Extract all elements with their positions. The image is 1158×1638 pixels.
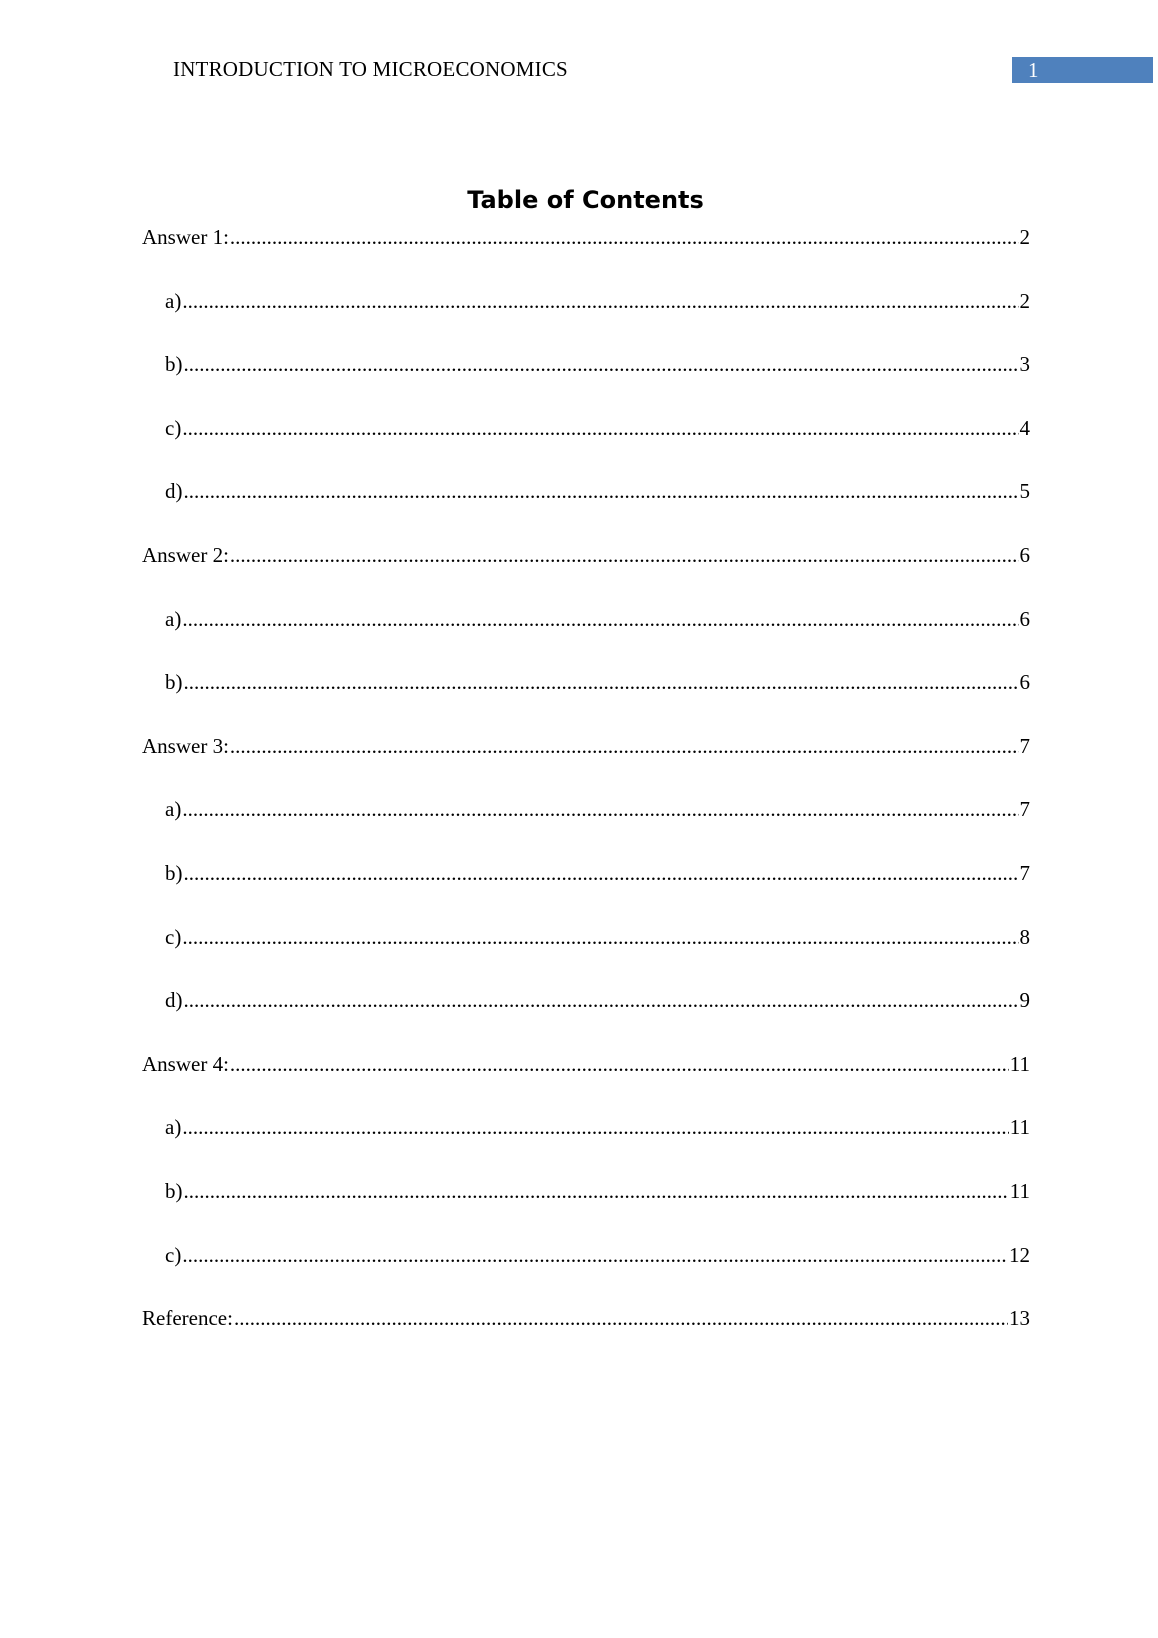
toc-dot-leader [182,287,1018,315]
toc-entry[interactable] [165,923,1030,951]
toc-entry[interactable] [165,477,1030,505]
toc-entry-page: 8 [1019,924,1030,949]
toc-entry-label: b) [165,670,183,695]
toc-dot-leader [182,795,1018,823]
toc-entry-page: 3 [1019,352,1030,377]
toc-entry-label: a) [165,606,182,631]
toc-entry-page: 13 [1009,1306,1030,1331]
toc-entry-page: 11 [1009,1179,1030,1203]
toc-entry-label: c) [165,924,182,949]
toc-entry-page: 6 [1019,606,1030,631]
toc-entry-label: Answer 3: [142,733,229,758]
toc-dot-leader [182,1113,1008,1141]
toc-dot-leader [184,1177,1009,1205]
toc-dot-leader [230,223,1019,251]
toc-entry-label: Answer 2: [142,543,229,567]
toc-entry-page: 11 [1009,1051,1030,1076]
toc-entry-label: Answer 1: [142,225,229,249]
toc-entry-label: d) [165,988,183,1013]
toc-entry-label: a) [165,1115,182,1140]
toc-entry-page: 5 [1019,479,1030,504]
toc-entry[interactable] [142,541,1030,569]
toc-entry[interactable] [165,1177,1030,1205]
toc-entry-page: 11 [1009,1115,1030,1140]
toc-entry-label: Answer 4: [142,1051,229,1076]
toc-entry[interactable] [165,1241,1030,1269]
toc-dot-leader [184,668,1019,696]
toc-entry[interactable] [142,1050,1030,1078]
toc-entry[interactable] [165,287,1030,315]
toc-entry-label: b) [165,352,183,377]
toc-heading: Table of Contents [467,186,704,214]
toc-entry-page: 7 [1019,733,1030,758]
toc-entry[interactable] [165,668,1030,696]
toc-dot-leader [182,923,1018,951]
toc-entry-page: 12 [1009,1242,1030,1267]
page-number: 1 [1028,58,1039,82]
toc-entry-label: c) [165,1242,182,1267]
toc-dot-leader [182,414,1018,442]
toc-entry-label: a) [165,797,182,822]
toc-dot-leader [230,541,1019,569]
toc-dot-leader [182,605,1018,633]
toc-dot-leader [230,732,1019,760]
toc-dot-leader [184,986,1019,1014]
running-header-title: INTRODUCTION TO MICROECONOMICS [173,57,568,81]
toc-entry[interactable] [165,1113,1030,1141]
toc-entry[interactable] [165,414,1030,442]
toc-entry-page: 6 [1019,670,1030,695]
toc-entry[interactable] [165,605,1030,633]
toc-dot-leader [182,1241,1008,1269]
toc-entry-label: c) [165,415,182,440]
toc-dot-leader [234,1304,1008,1332]
toc-entry[interactable] [165,859,1030,887]
page-number-badge [1012,57,1153,83]
toc-entry-label: b) [165,861,183,885]
toc-dot-leader [184,350,1019,378]
toc-entry-page: 9 [1019,988,1030,1013]
toc-entry[interactable] [142,732,1030,760]
toc-entry-page: 4 [1019,415,1030,440]
toc-entry-label: Reference: [142,1306,233,1331]
toc-entry-label: b) [165,1179,183,1203]
toc-entry[interactable] [165,350,1030,378]
toc-dot-leader [184,859,1019,887]
toc-entry-page: 7 [1019,861,1030,885]
toc-entry-page: 6 [1019,543,1030,567]
toc-entry[interactable] [142,1304,1030,1332]
toc-entry-label: a) [165,288,182,313]
toc-entry-page: 2 [1019,288,1030,313]
toc-entry-page: 2 [1019,225,1030,249]
toc-entry[interactable] [165,795,1030,823]
toc-entry-page: 7 [1019,797,1030,822]
toc-dot-leader [184,477,1019,505]
toc-entry[interactable] [142,223,1030,251]
toc-entry[interactable] [165,986,1030,1014]
toc-dot-leader [230,1050,1009,1078]
toc-entry-label: d) [165,479,183,504]
